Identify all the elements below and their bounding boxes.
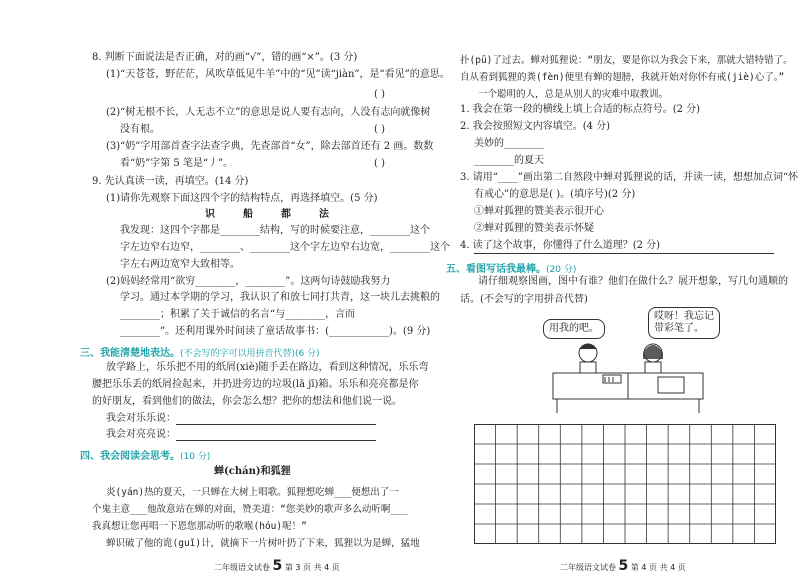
story-p5: 扑(pū)了过去。蝉对狐狸说：“朋友，要是你以为我会下来，那就大错特错了。 bbox=[460, 55, 793, 66]
q9-p1a: 我发现：这四个字都是________结构，写的时候要注意，________这个 bbox=[120, 225, 430, 236]
section-5-note: (20 分) bbox=[546, 265, 577, 275]
footer-page: 第 4 页 bbox=[630, 563, 658, 572]
q8-title: 8. 判断下面说法是否正确，对的画“√”，错的画“×”。(3 分) bbox=[92, 52, 358, 63]
q9-s1: (1)请你先观察下面这四个字的结构特点，再选择填空。(5 分) bbox=[106, 193, 378, 204]
sec3-p2: 腰把乐乐丢的纸屑捡起来，并扔进旁边的垃圾(lā jī)箱。乐乐和亮亮都是你 bbox=[92, 379, 419, 390]
bubble-right-line1: 哎呀！我忘记 bbox=[654, 311, 714, 322]
rq3-o2: ②蝉对狐狸的赞美表示怀疑 bbox=[474, 223, 594, 234]
answer-line-lele[interactable] bbox=[176, 424, 376, 425]
sec3-p3: 的好朋友，看到他们的做法，你会怎么想？把你的想法和他们说一说。 bbox=[92, 396, 402, 407]
bubble-right-line2: 带彩笔了。 bbox=[654, 323, 704, 334]
rq4: 4. 读了这个故事，你懂得了什么道理？(2 分) bbox=[460, 240, 661, 251]
q9-char-4: 法 bbox=[319, 209, 329, 220]
writing-grid[interactable] bbox=[474, 424, 776, 544]
q9-s2d: ________”。还利用课外时间读了童话故事书：(____________)。(9 分) bbox=[120, 326, 431, 337]
q9-char-2: 船 bbox=[243, 209, 253, 220]
q9-s2c: ________；积累了关于诚信的名言“与________，言而 bbox=[120, 309, 356, 320]
sec3-l2: 我会对亮亮说： bbox=[106, 429, 176, 440]
q8-s3a: (3)“奶”字用部首查字法查字典，先查部首“女”，除去部首还有 2 画。数数 bbox=[106, 141, 434, 152]
speech-bubble-left: 用我的吧。 bbox=[543, 319, 605, 339]
q8-paren-2[interactable]: ( ) bbox=[374, 124, 385, 135]
story-p7: 一个聪明的人，总是从别人的灾难中取教训。 bbox=[478, 89, 669, 100]
q8-paren-1[interactable]: ( ) bbox=[374, 89, 385, 100]
section-4-note: (10 分) bbox=[180, 452, 211, 462]
q9-char-1: 识 bbox=[205, 209, 215, 220]
section-3-title: 三、我能清楚地表达。 bbox=[80, 348, 180, 359]
q9-p1b: 字左边窄右边窄，________、________这个字左边窄右边宽，________这个 bbox=[120, 242, 450, 253]
rq2a: 美妙的________ bbox=[474, 138, 544, 149]
speech-bubble-right bbox=[648, 307, 720, 339]
rq3-o1: ①蝉对狐狸的赞美表示很开心 bbox=[474, 206, 604, 217]
section-4-title: 四、我会阅读会思考。 bbox=[80, 451, 180, 462]
q9-char-3: 都 bbox=[281, 209, 291, 220]
q8-s2a: (2)“树无根不长，人无志不立”的意思是说人要有志向，人没有志向就像树 bbox=[106, 107, 431, 118]
q8-s2b: 没有根。 bbox=[120, 124, 160, 135]
section-3-heading bbox=[80, 344, 320, 359]
sec5-p2: 话。(不会写的字用拼音代替) bbox=[460, 294, 588, 305]
sec3-l1: 我会对乐乐说： bbox=[106, 413, 176, 424]
rq3b: 有戒心”的意思是( )。(填序号)(2 分) bbox=[474, 189, 636, 200]
q8-paren-3[interactable]: ( ) bbox=[374, 158, 385, 169]
story-p1: 炎(yán)热的夏天，一只蝉在大树上唱歌。狐狸想吃蝉___便想出了一 bbox=[106, 487, 399, 498]
rq2b: ________的夏天 bbox=[474, 155, 544, 166]
q8-s3b: 看“奶”字第 5 笔是“丿”。 bbox=[120, 158, 234, 169]
sec3-p1: 放学路上，乐乐把不用的纸屑(xiè)随手丢在路边，看到这种情况，乐乐弯 bbox=[106, 362, 429, 373]
story-title: 蝉(chán)和狐狸 bbox=[214, 466, 291, 477]
rq1: 1. 我会在第一段的横线上填上合适的标点符号。(2 分) bbox=[460, 104, 701, 115]
footer-total: 共 4 页 bbox=[659, 563, 686, 572]
footer-num: 5 bbox=[272, 558, 283, 574]
right-footer bbox=[560, 558, 686, 574]
rq3a: 3. 请用“____”画出第二自然段中蝉对狐狸说的话，并读一读，想想加点词“怀 bbox=[460, 172, 799, 183]
q9-s2a: (2)妈妈经常用“欲穷________，________”。这两句诗鼓励我努力 bbox=[106, 276, 391, 287]
picture-illustration bbox=[543, 333, 713, 415]
classroom-scene-icon bbox=[543, 333, 713, 415]
story-p3: 我真想让您再唱一下恩您那动听的歌喉(hóu)呢！” bbox=[92, 521, 307, 532]
q9-s2b: 学习。通过本学期的学习，我认识了和放七同打共青，这一块儿去挑粮的 bbox=[120, 292, 440, 303]
footer-page: 第 3 页 bbox=[284, 563, 312, 572]
story-p4: 蝉识破了他的诡(guǐ)计，就摘下一片树叶扔了下来，狐狸以为是蝉，猛地 bbox=[106, 538, 420, 549]
q9-p1c: 字左右两边宽窄大致相等。 bbox=[120, 259, 240, 270]
section-5-heading bbox=[446, 260, 576, 275]
answer-line-q4[interactable] bbox=[474, 253, 774, 254]
section-4-heading bbox=[80, 447, 210, 462]
q9-title: 9. 先认真读一读，再填空。(14 分) bbox=[92, 176, 249, 187]
footer-total: 共 4 页 bbox=[313, 563, 340, 572]
rq2: 2. 我会按照短文内容填空。(4 分) bbox=[460, 121, 611, 132]
sec5-p1: 请仔细观察图画，图中有谁？他们在做什么？展开想象，写几句通顺的 bbox=[478, 276, 788, 287]
footer-num: 5 bbox=[618, 558, 629, 574]
left-footer bbox=[214, 558, 340, 574]
q8-s1: (1)“天苍苍，野茫茫，风吹草低见牛羊”中的“见”读“jiàn”，是“看见”的意思。 bbox=[106, 69, 450, 80]
answer-line-liangliang[interactable] bbox=[176, 440, 376, 441]
story-p2: 个鬼主意___他故意站在蝉的对面，赞美道：“您美妙的歌声多么动听啊___ bbox=[92, 504, 408, 515]
footer-title: 二年级语文试卷 bbox=[214, 563, 270, 572]
footer-title: 二年级语文试卷 bbox=[560, 563, 616, 572]
story-p6: 自从看到狐狸的粪(fèn)便里有蝉的翅膀，我就开始对你怀有戒(jiè)心了。” bbox=[460, 72, 785, 83]
section-5-title: 五、看图写话我最棒。 bbox=[446, 264, 546, 275]
section-3-note: (不会写的字可以用拼音代替)(6 分) bbox=[180, 349, 320, 359]
